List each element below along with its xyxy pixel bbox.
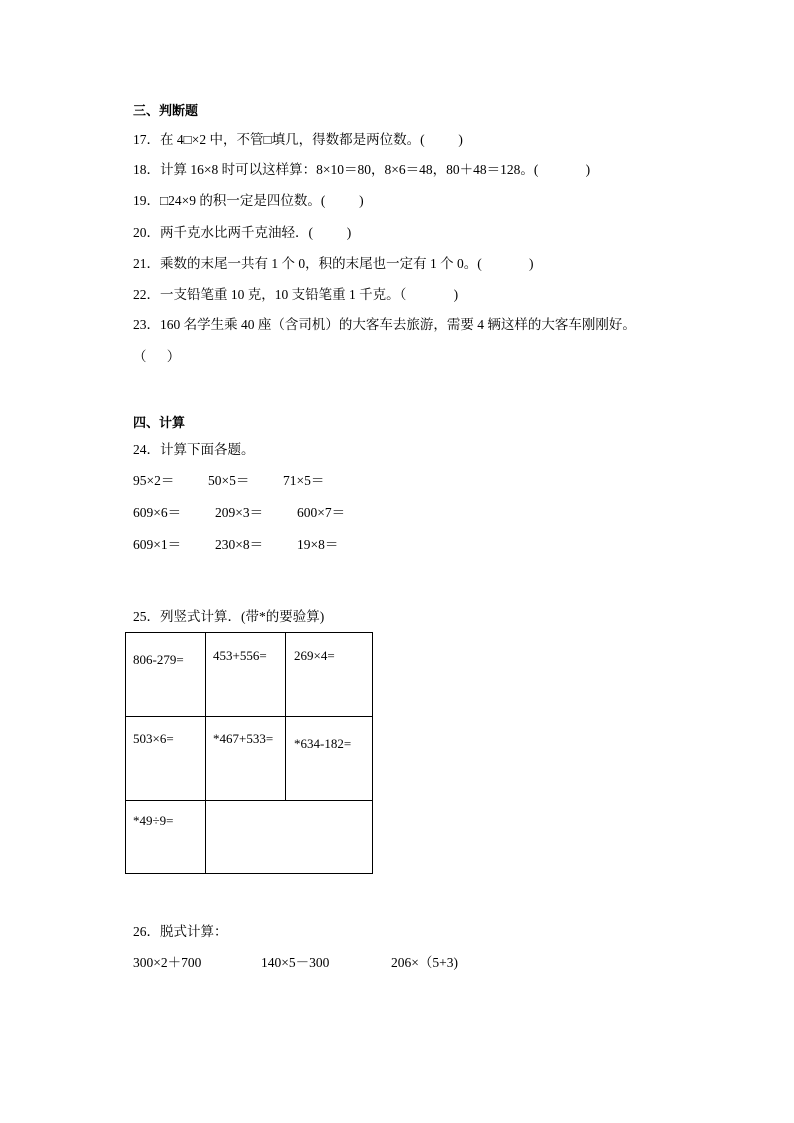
question-20: 20．两千克水比两千克油轻．( ) bbox=[133, 225, 352, 240]
table-cell: 453+556= bbox=[213, 648, 267, 663]
vertical-calc-table bbox=[125, 632, 373, 874]
table-border bbox=[125, 800, 373, 801]
table-cell: 269×4= bbox=[294, 648, 335, 663]
table-cell: *49÷9= bbox=[133, 813, 174, 828]
question-24-title: 24．计算下面各题。 bbox=[133, 442, 255, 457]
table-border bbox=[285, 632, 286, 800]
section-heading-calculation: 四、计算 bbox=[133, 415, 186, 430]
calc-item: 209×3＝ bbox=[215, 505, 264, 520]
calc-item: 50×5＝ bbox=[208, 473, 250, 488]
calc-item: 609×6＝ bbox=[133, 505, 182, 520]
section-heading-judgment: 三、判断题 bbox=[133, 103, 199, 118]
calc-item: 140×5－300 bbox=[261, 955, 330, 970]
table-border bbox=[372, 632, 373, 874]
table-border bbox=[125, 632, 373, 633]
calc-item: 19×8＝ bbox=[297, 537, 339, 552]
table-cell: 503×6= bbox=[133, 731, 174, 746]
calc-item: 71×5＝ bbox=[283, 473, 325, 488]
calc-item: 609×1＝ bbox=[133, 537, 182, 552]
table-border bbox=[125, 632, 126, 874]
question-17: 17．在 4□×2 中，不管□填几，得数都是两位数。( ) bbox=[133, 132, 463, 147]
table-cell: 806-279= bbox=[133, 652, 184, 667]
question-18: 18．计算 16×8 时可以这样算：8×10＝80，8×6＝48，80＋48＝128。( ) bbox=[133, 162, 591, 177]
question-23-answer-parens: （ ） bbox=[133, 349, 181, 364]
calc-item: 600×7＝ bbox=[297, 505, 346, 520]
calc-item: 230×8＝ bbox=[215, 537, 264, 552]
calc-item: 300×2＋700 bbox=[133, 955, 202, 970]
question-25-title: 25．列竖式计算．(带*的要验算) bbox=[133, 609, 325, 624]
table-cell: *634-182= bbox=[294, 736, 352, 751]
question-19: 19．□24×9 的积一定是四位数。( ) bbox=[133, 193, 364, 208]
question-26-title: 26．脱式计算： bbox=[133, 924, 228, 939]
table-cell: *467+533= bbox=[213, 731, 274, 746]
table-border bbox=[125, 873, 373, 874]
table-border bbox=[205, 632, 206, 874]
question-21: 21．乘数的末尾一共有 1 个 0，积的末尾也一定有 1 个 0。( ) bbox=[133, 256, 534, 271]
question-22: 22．一支铅笔重 10 克，10 支铅笔重 1 千克。（ ) bbox=[133, 287, 459, 302]
question-23: 23．160 名学生乘 40 座（含司机）的大客车去旅游，需要 4 辆这样的大客车刚刚好。 bbox=[133, 317, 636, 332]
calc-item: 95×2＝ bbox=[133, 473, 175, 488]
calc-item: 206×（5+3) bbox=[391, 955, 458, 970]
table-border bbox=[125, 716, 373, 717]
